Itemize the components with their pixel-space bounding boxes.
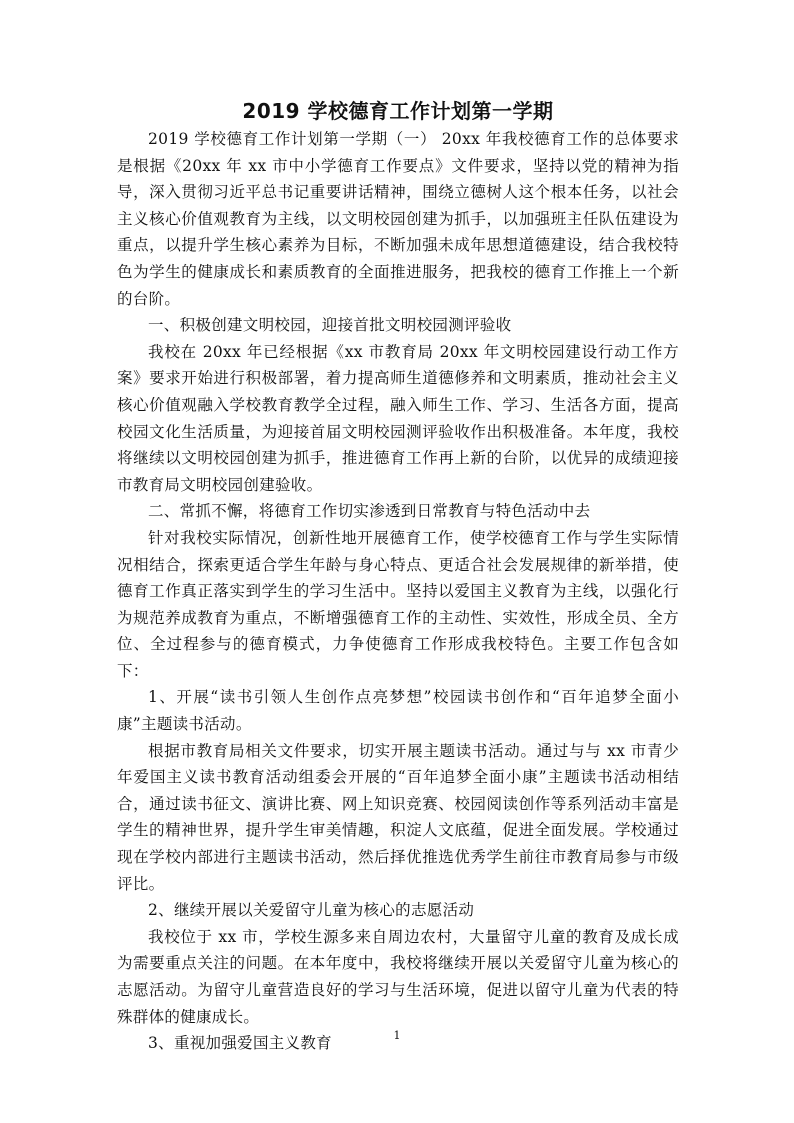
section-heading-2: 二、常抓不懈，将德育工作切实渗透到日常教育与特色活动中去 xyxy=(148,502,591,521)
paragraph-section-2: 针对我校实际情况，创新性地开展德育工作，使学校德育工作与学生实际情况相结合，探索更适合学生年龄与身心特点、更适合社会发展规律的新举措，使德育工作真正落实到学生的学习生活中。坚持以爱国主义教育为主线，以强化行为规范养成教育为重点，不断增强德育工作的主动性、实效性，形成全员、全方位、全过程参与的德育模式，力争使德育工作形成我校特色。主要工作包含如下： xyxy=(117,528,679,680)
page-number: 1 xyxy=(393,1029,401,1042)
paragraph-item-1: 根据市教育局相关文件要求，切实开展主题读书活动。通过与与 xx 市青少年爱国主义读书教育活动组委会开展的“百年追梦全面小康”主题读书活动相结合，通过读书征文、演讲比赛、网上知识竞赛、校园阅读创作等系列活动丰富是学生的精神世界，提升学生审美情趣，积淀人文底蕴，促进全面发展。学校通过现在学校内部进行主题读书活动，然后择优推选优秀学生前往市教育局参与市级评比。 xyxy=(117,741,679,893)
document-title: 2019 学校德育工作计划第一学期 xyxy=(242,99,554,123)
item-heading-2: 2、继续开展以关爱留守儿童为核心的志愿活动 xyxy=(148,901,475,920)
paragraph-intro: 2019 学校德育工作计划第一学期（一） 20xx 年我校德育工作的总体要求是根据《20xx 年 xx 市中小学德育工作要点》文件要求，坚持以党的精神为指导，深入贯彻习近平总书记重要讲话精神，围绕立德树人这个根本任务，以社会主义核心价值观教育为主线，以文明校园创建为抓手，以加强班主任队伍建设为重点，以提升学生核心素养为目标，不断加强未成年思想道德建设，结合我校特色为学生的健康成长和素质教育的全面推进服务，把我校的德育工作推上一个新的台阶。 xyxy=(117,130,679,308)
item-heading-3: 3、重视加强爱国主义教育 xyxy=(148,1034,332,1053)
item-heading-1: 1、开展“读书引领人生创作点亮梦想”校园读书创作和“百年追梦全面小康”主题读书活动。 xyxy=(117,688,679,734)
paragraph-item-2: 我校位于 xx 市，学校生源多来自周边农村，大量留守儿童的教育及成长成为需要重点关注的问题。在本年度中，我校将继续开展以关爱留守儿童为核心的志愿活动。为留守儿童营造良好的学习与生活环境，促进以留守儿童为代表的特殊群体的健康成长。 xyxy=(117,927,679,1026)
document-page xyxy=(117,96,679,1057)
paragraph-section-1: 我校在 20xx 年已经根据《xx 市教育局 20xx 年文明校园建设行动工作方案》要求开始进行积极部署，着力提高师生道德修养和文明素质，推动社会主义核心价值观融入学校教育教学全过程，融入师生工作、学习、生活各方面，提高校园文化生活质量，为迎接首届文明校园测评验收作出积极准备。本年度，我校将继续以文明校园创建为抓手，推进德育工作再上新的台阶，以优异的成绩迎接市教育局文明校园创建验收。 xyxy=(117,342,679,494)
section-heading-1: 一、积极创建文明校园，迎接首批文明校园测评验收 xyxy=(148,316,512,335)
